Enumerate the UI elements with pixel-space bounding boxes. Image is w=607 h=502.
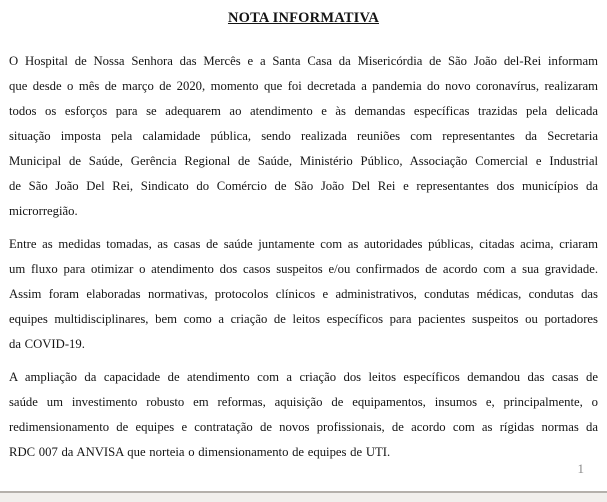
page-number: 1 bbox=[577, 461, 584, 476]
text-line: A ampliação da capacidade de atendimento com a criação dos leitos específicos demandou das casas de bbox=[9, 370, 598, 384]
text-line: situação imposta pela calamidade pública, sendo realizada reuniões com representantes da Secretaria bbox=[9, 129, 598, 143]
text-line: um fluxo para otimizar o atendimento dos casos suspeitos e/ou confirmados de acordo com a sua gravidade. bbox=[9, 262, 598, 276]
text-line: Entre as medidas tomadas, as casas de saúde juntamente com as autoridades públicas, citadas acima, criaram bbox=[9, 237, 598, 251]
paragraph-3 bbox=[9, 365, 598, 465]
paragraph-2 bbox=[9, 232, 598, 357]
text-line: equipes multidisciplinares, bem como a criação de leitos específicos para pacientes suspeitos ou portadores bbox=[9, 312, 598, 326]
text-line: saúde um investimento robusto em reformas, aquisição de equipamentos, insumos e, principalmente, o bbox=[9, 395, 598, 409]
paragraph-1 bbox=[9, 49, 598, 224]
text-line: microrregião. bbox=[9, 204, 78, 218]
text-line: Municipal de Saúde, Gerência Regional de Saúde, Ministério Público, Associação Comercial e Industrial bbox=[9, 154, 598, 168]
text-line: de São João Del Rei, Sindicato do Comércio de São João Del Rei e representantes dos municípios da bbox=[9, 179, 598, 193]
viewer-background bbox=[0, 493, 607, 502]
text-line: da COVID-19. bbox=[9, 337, 85, 351]
text-line: O Hospital de Nossa Senhora das Mercês e a Santa Casa da Misericórdia de São João del-Rei informam bbox=[9, 54, 598, 68]
document-title: NOTA INFORMATIVA bbox=[227, 10, 380, 26]
text-line: que desde o mês de março de 2020, momento que foi decretada a pandemia do novo coronavírus, realizaram bbox=[9, 79, 598, 93]
text-line: RDC 007 da ANVISA que norteia o dimensionamento de equipes de UTI. bbox=[9, 445, 391, 459]
text-line: todos os esforços para se adequarem ao atendimento e às demandas específicas trazidas pela delicada bbox=[9, 104, 598, 118]
text-line: redimensionamento de equipes e contratação de novos profissionais, de acordo com as rígidas normas da bbox=[9, 420, 598, 434]
text-line: Assim foram elaboradas normativas, protocolos clínicos e administrativos, condutas médicas, condutas das bbox=[9, 287, 598, 301]
